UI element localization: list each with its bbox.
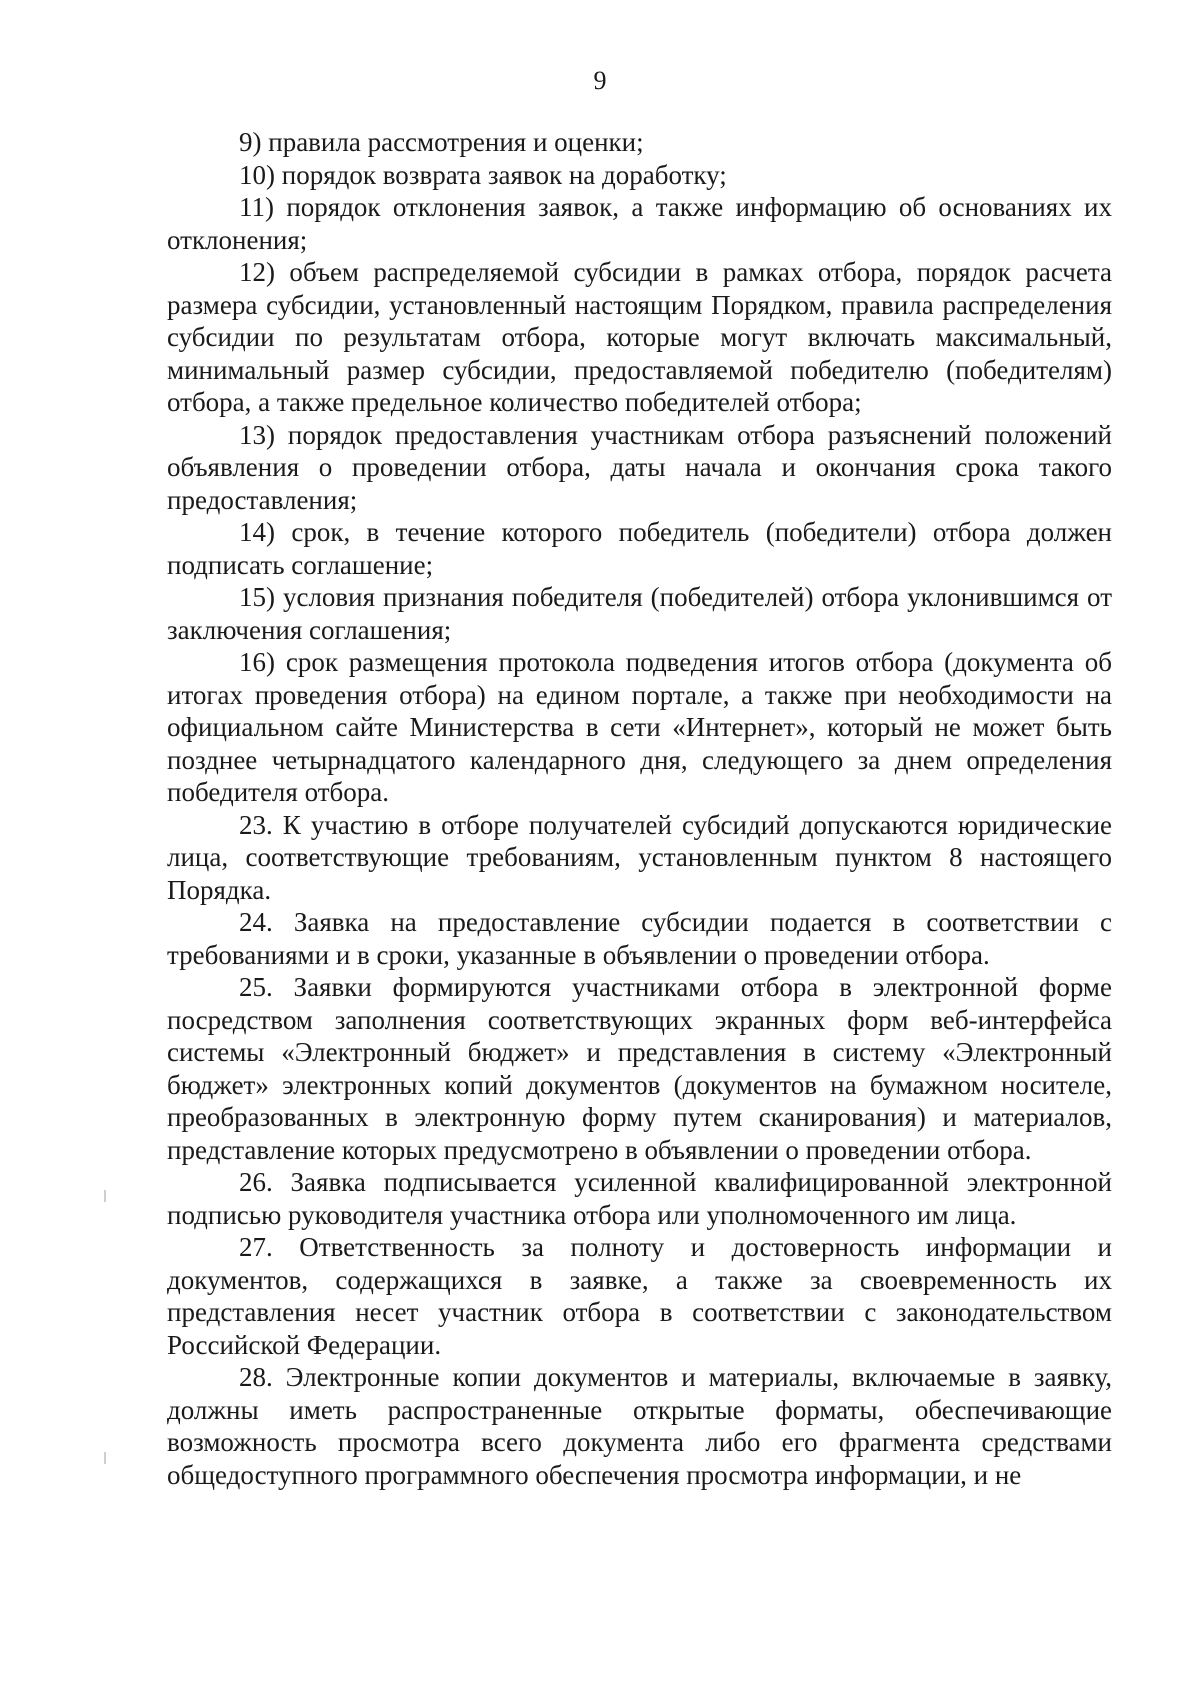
paragraph-clause-24: 24. Заявка на предоставление субсидии подается в соответствии с требованиями и в сроки, указанные в объявлении о проведении отбора.	[167, 907, 1112, 970]
document-body	[167, 126, 1112, 1491]
paragraph-item-12: 12) объем распределяемой субсидии в рамках отбора, порядок расчета размера субсидии, установленный настоящим Порядком, правила распределения субсидии по результатам отбора, которые могут включать максимальный, минимальный размер субсидии, предоставляемой победителю (победителям) отбора, а также предельное количество победителей отбора;	[167, 257, 1112, 417]
paragraph-item-15: 15) условия признания победителя (победителей) отбора уклонившимся от заключения соглашения;	[167, 582, 1112, 645]
paragraph-clause-23: 23. К участию в отборе получателей субсидий допускаются юридические лица, соответствующие требованиям, установленным пунктом 8 настоящего Порядка.	[167, 809, 1112, 905]
paragraph-item-9: 9) правила рассмотрения и оценки;	[239, 127, 644, 157]
paragraph-item-14: 14) срок, в течение которого победитель (победители) отбора должен подписать соглашение;	[167, 517, 1112, 580]
paragraph-clause-26: 26. Заявка подписывается усиленной квалифицированной электронной подписью руководителя участника отбора или уполномоченного им лица.	[167, 1167, 1112, 1230]
paragraph-clause-25: 25. Заявки формируются участниками отбора в электронной форме посредством заполнения соответствующих экранных форм веб-интерфейса системы «Электронный бюджет» и представления в систему «Электронный бюджет» электронных копий документов (документов на бумажном носителе, преобразованных в электронную форму путем сканирования) и материалов, представление которых предусмотрено в объявлении о проведении отбора.	[167, 972, 1112, 1165]
paragraph-item-13: 13) порядок предоставления участникам отбора разъяснений положений объявления о проведении отбора, даты начала и окончания срока такого предоставления;	[167, 419, 1112, 515]
paragraph-item-11: 11) порядок отклонения заявок, а также информацию об основаниях их отклонения;	[167, 192, 1112, 255]
page-number: 9	[593, 66, 607, 95]
paragraph-clause-27: 27. Ответственность за полноту и достоверность информации и документов, содержащихся в заявке, а также за своевременность их представления несет участник отбора в соответствии с законодательством Российской Федерации.	[167, 1232, 1112, 1360]
scan-artifact	[104, 1452, 106, 1464]
paragraph-item-10: 10) порядок возврата заявок на доработку;	[239, 159, 727, 190]
paragraph-item-16: 16) срок размещения протокола подведения итогов отбора (документа об итогах проведения отбора) на едином портале, а также при необходимости на официальном сайте Министерства в сети «Интернет», который не может быть позднее четырнадцатого календарного дня, следующего за днем определения победителя отбора.	[167, 647, 1112, 807]
paragraph-clause-28: 28. Электронные копии документов и материалы, включаемые в заявку, должны иметь распространенные открытые форматы, обеспечивающие возможность просмотра всего документа либо его фрагмента средствами общедоступного программного обеспечения просмотра информации, и не	[167, 1362, 1112, 1490]
scan-artifact	[104, 1190, 106, 1202]
